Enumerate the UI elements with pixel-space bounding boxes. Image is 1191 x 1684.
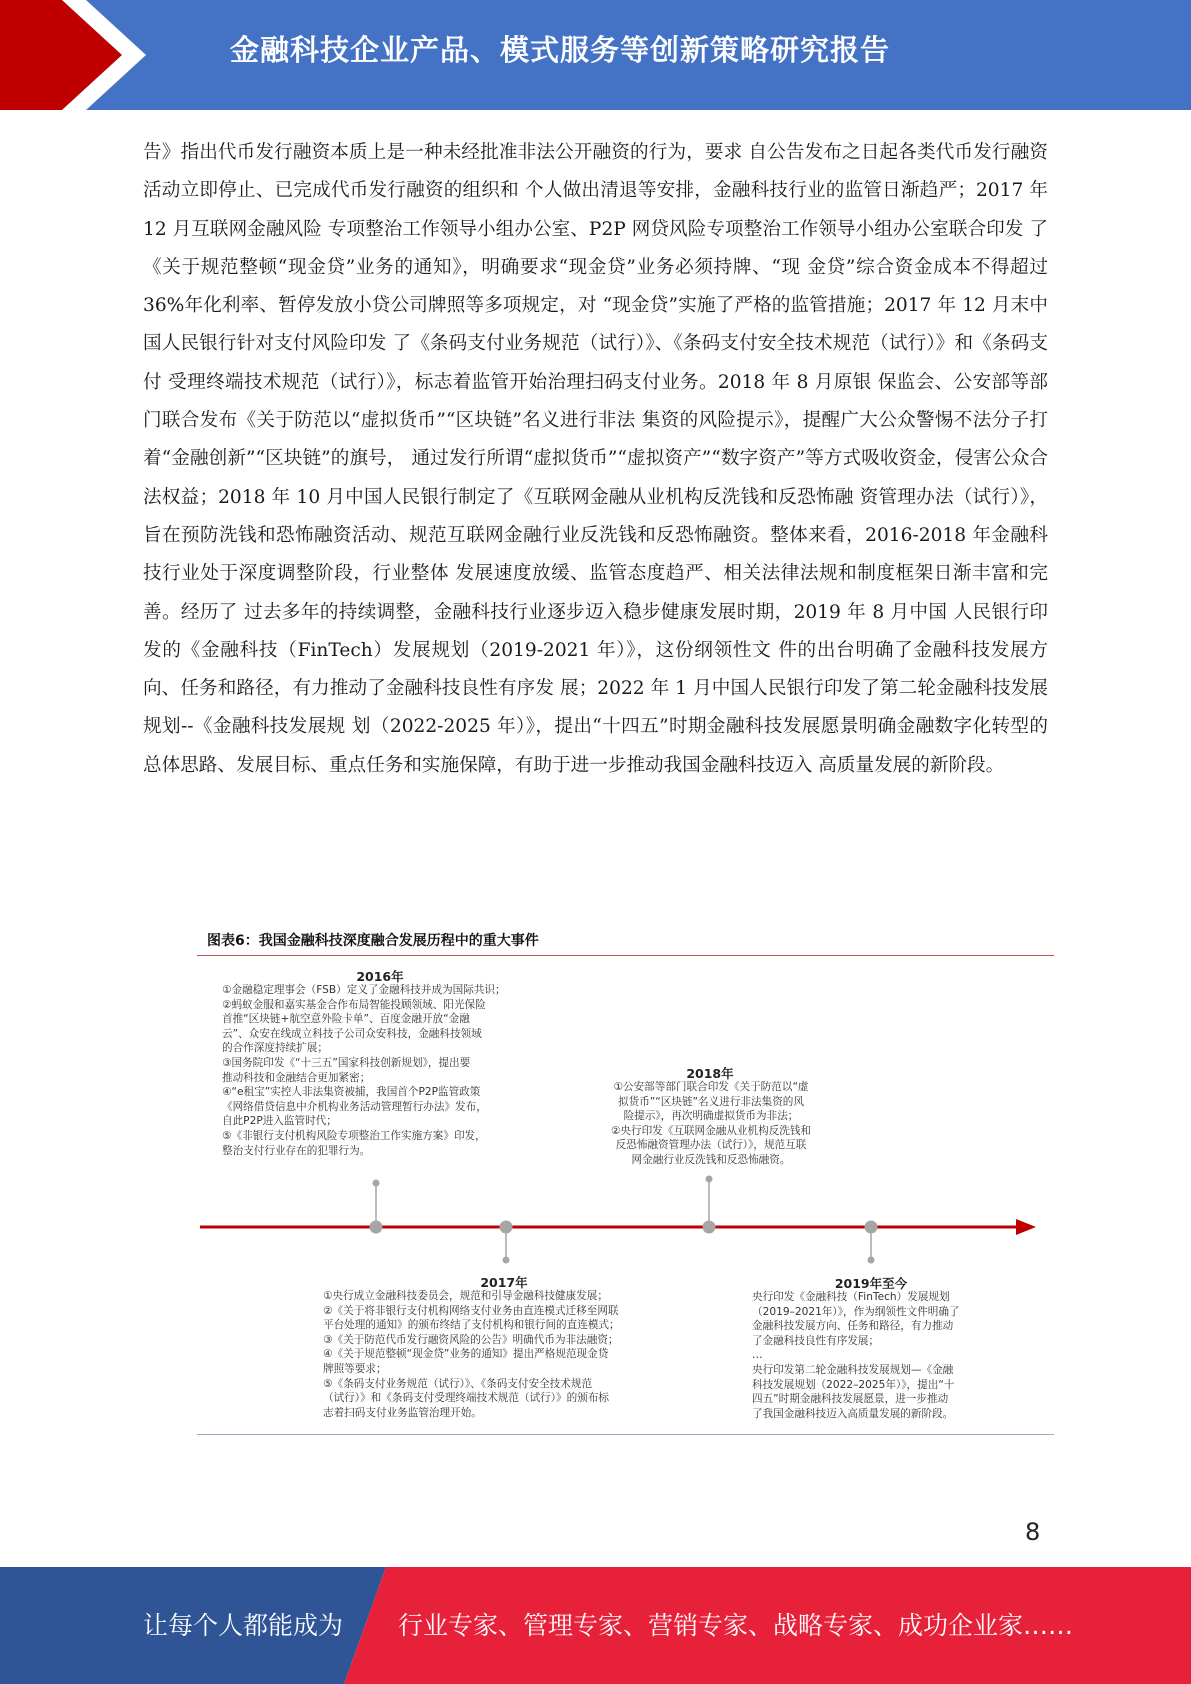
event-line: 科技发展规划（2022–2025年）》，提出“十 <box>752 1378 955 1391</box>
event-line: 《网络借贷信息中介机构业务活动管理暂行办法》发布， <box>222 1100 487 1113</box>
figure-title: 图表6：我国金融科技深度融合发展历程中的重大事件 <box>207 933 539 949</box>
event-line: ③《关于防范代币发行融资风险的公告》明确代币为非法融资； <box>323 1333 619 1346</box>
event-2019-year: 2019年至今 <box>834 1276 908 1291</box>
event-line: ⑤《非银行支付机构风险专项整治工作实施方案》印发， <box>222 1129 486 1142</box>
event-line: 了金融科技良性有序发展； <box>752 1334 880 1347</box>
page-footer <box>0 1567 1191 1684</box>
event-line: ②蚂蚁金服和嘉实基金合作布局智能投顾领域、阳光保险 <box>222 998 486 1011</box>
event-line: （试行）》和《条码支付受理终端技术规范（试行）》的颁布标 <box>323 1392 610 1405</box>
event-line: 央行印发《金融科技（FinTech）发展规划 <box>752 1291 950 1303</box>
event-line: （2019–2021年）》，作为纲领性文件明确了 <box>752 1305 960 1318</box>
timeline-node-2019 <box>865 1221 878 1234</box>
connector-cap-2018 <box>706 1176 713 1183</box>
event-line: ②央行印发《互联网金融从业机构反洗钱和 <box>610 1124 812 1137</box>
event-line: 首推“区块链+航空意外险卡单”、百度金融开放“金融 <box>222 1013 470 1026</box>
event-2016-text <box>222 983 506 1158</box>
page-number: 8 <box>1025 1518 1041 1546</box>
event-line: 牌照等要求； <box>323 1362 387 1375</box>
connector-cap-2016 <box>373 1180 380 1187</box>
event-line: 整治支付行业存在的犯罪行为。 <box>222 1144 371 1157</box>
event-line: 平台处理的通知》的颁布终结了支付机构和银行间的直连模式； <box>323 1319 620 1332</box>
event-line: 了我国金融科技迈入高质量发展的新阶段。 <box>752 1407 954 1420</box>
timeline <box>190 1170 1050 1270</box>
report-title: 金融科技企业产品、模式服务等创新策略研究报告 <box>230 33 891 67</box>
connector-cap-2019 <box>868 1257 875 1264</box>
event-line: 金融科技发展方向、任务和路径，有力推动 <box>752 1320 954 1333</box>
event-line: 反恐怖融资管理办法（试行）》，规范互联 <box>615 1139 807 1152</box>
event-line: … <box>752 1349 763 1362</box>
event-line: ③国务院印发《“十三五”国家科技创新规划》，提出要 <box>222 1056 471 1069</box>
event-line: ①公安部等部门联合印发《关于防范以“虚 <box>613 1081 809 1093</box>
event-2017-text <box>323 1289 620 1420</box>
header-chevron-icon <box>0 0 160 110</box>
event-line: ②《关于将非银行支付机构网络支付业务由直连模式迁移至网联 <box>323 1304 619 1317</box>
event-line: ④《关于规范整顿“现金贷”业务的通知》提出严格规范现金贷 <box>323 1348 609 1361</box>
body-paragraph: 告》指出代币发行融资本质上是一种未经批准非法公开融资的行为，要求 自公告发布之日起各类代币发行融资活动立即停止、已完成代币发行融资的组织和 个人做出清退等安排，金融科技行业的监管日渐趋严；2017 年 12 月互联网金融风险 专项整治工作领导小组办公室、P2P 网贷风险专项整治工作领导小组办公室联合印发 了《关于规范整顿“现金贷”业务的通知》，明确要求“现金贷”业务必须持牌、“现 金贷”综合资金成本不得超过 36%年化利率、暂停发放小贷公司牌照等多项规定，对 “现金贷”实施了严格的监管措施；2017 年 12 月末中国人民银行针对支付风险印发 了《条码支付业务规范（试行）》、《条码支付安全技术规范（试行）》和《条码支付 受理终端技术规范（试行）》，标志着监管开始治理扫码支付业务。2018 年 8 月原银 保监会、公安部等部门联合发布《关于防范以“虚拟货币”“区块链”名义进行非法 集资的风险提示》，提醒广大公众警惕不法分子打着“金融创新”“区块链”的旗号， 通过发行所谓“虚拟货币”“虚拟资产”“数字资产”等方式吸收资金，侵害公众合 法权益；2018 年 10 月中国人民银行制定了《互联网金融从业机构反洗钱和反恐怖融 资管理办法（试行）》，旨在预防洗钱和恐怖融资活动、规范互联网金融行业反洗钱和反恐怖融资。整体来看，2016-2018 年金融科技行业处于深度调整阶段，行业整体 发展速度放缓、监管态度趋严、相关法律法规和制度框架日渐丰富和完善。经历了 过去多年的持续调整，金融科技行业逐步迈入稳步健康发展时期，2019 年 8 月中国 人民银行印发的《金融科技（FinTech）发展规划（2019-2021 年）》，这份纲领性文 件的出台明确了金融科技发展方向、任务和路径，有力推动了金融科技良性有序发 展；2022 年 1 月中国人民银行印发了第二轮金融科技发展规划--《金融科技发展规 划（2022-2025 年）》，提出“十四五”时期金融科技发展愿景明确金融数字化转型的 总体思路、发展目标、重点任务和实施保障，有助于进一步推动我国金融科技迈入 高质量发展的新阶段。 <box>143 142 1048 776</box>
footer-slogan-right: 行业专家、管理专家、营销专家、战略专家、成功企业家…… <box>398 1611 1074 1640</box>
figure-top-rule <box>197 955 1054 956</box>
timeline-node-2017 <box>500 1221 513 1234</box>
event-line: 推动科技和金融结合更加紧密； <box>222 1071 371 1084</box>
footer-slogan-left: 让每个人都能成为 <box>143 1611 344 1640</box>
event-line: ①金融稳定理事会（FSB）定义了金融科技并成为国际共识； <box>222 984 506 996</box>
event-line: 网金融行业反洗钱和反恐怖融资。 <box>631 1153 791 1166</box>
connector-cap-2017 <box>503 1257 510 1264</box>
event-line: 的合作深度持续扩展； <box>222 1042 328 1055</box>
timeline-node-2016 <box>370 1221 383 1234</box>
figure-bottom-rule <box>197 1434 1054 1435</box>
timeline-arrowhead-icon <box>1016 1219 1036 1235</box>
event-line: ④“e租宝”实控人非法集资被捕，我国首个P2P监管政策 <box>222 1086 481 1099</box>
event-line: 云”、众安在线成立科技子公司众安科技，金融科技领域 <box>222 1027 482 1040</box>
event-line: ⑤《条码支付业务规范（试行）》、《条码支付安全技术规范 <box>323 1377 593 1390</box>
event-line: ①央行成立金融科技委员会，规范和引导金融科技健康发展； <box>323 1290 608 1302</box>
event-line: 拟货币”“区块链”名义进行非法集资的风 <box>618 1095 804 1108</box>
event-2016-year: 2016年 <box>356 969 404 984</box>
event-line: 志着扫码支付业务监管治理开始。 <box>323 1406 482 1419</box>
event-2019-text <box>752 1290 960 1421</box>
event-2018-year: 2018年 <box>686 1066 734 1081</box>
event-line: 四五”时期金融科技发展愿景，进一步推动 <box>752 1393 949 1406</box>
event-line: 险提示》，再次明确虚拟货币为非法； <box>623 1110 799 1123</box>
event-2018-text <box>586 1080 836 1168</box>
timeline-node-2018 <box>703 1221 716 1234</box>
event-line: 自此P2P进入监管时代； <box>222 1115 337 1128</box>
page-header <box>0 0 1191 110</box>
event-2017-year: 2017年 <box>480 1275 528 1290</box>
event-line: 央行印发第二轮金融科技发展规划—《金融 <box>752 1363 954 1376</box>
